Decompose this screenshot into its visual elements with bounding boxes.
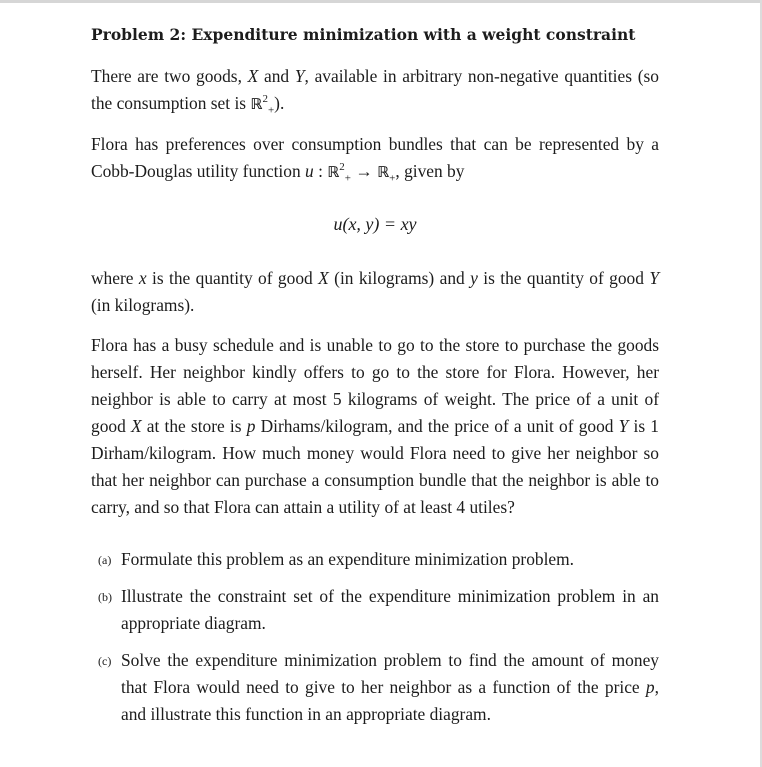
utility-equation: u(x, y) = xy bbox=[333, 214, 417, 234]
question-label: (c) bbox=[98, 654, 112, 668]
r2-plus-symbol: ℝ$^2_+$ bbox=[250, 93, 275, 117]
paragraph-preferences: Flora has preferences over consumption bundles that can be represented by a Cobb-Douglas utility function u : ℝ$^2_+$ → ℝ$_+$, given by bbox=[91, 134, 659, 185]
document-page bbox=[91, 24, 659, 738]
paragraph-scenario: Flora has a busy schedule and is unable to go to the store to purchase the goods herself. Her neighbor kindly offers to go to the store for Flora. However, her neighbor is able to carry at most 5 kilograms of weight. The price of a unit of good X at the store is p Dirhams/kilogram, and the price of a unit of good Y is 1 Dirham/kilogram. How much money would Flora need to give her neighbor so that her neighbor can purchase a consumption bundle that the neighbor is able to carry, and so that Flora can attain a utility of at least 4 utiles? bbox=[91, 335, 660, 517]
question-label: (b) bbox=[98, 590, 112, 604]
question-a: (a) Formulate this problem as an expenditure minimization problem. bbox=[91, 546, 659, 573]
question-c: (c) Solve the expenditure minimization problem to find the amount of money that Flora would need to give to her neighbor as a function of the price p, and illustrate this function in an appropriate diagram. bbox=[98, 650, 659, 724]
paragraph-goods: There are two goods, X and Y, available in arbitrary non-negative quantities (so the consumption set is ℝ$^2_+$). bbox=[91, 66, 659, 117]
top-border bbox=[0, 0, 762, 3]
codomain-symbol: ℝ$_+$ bbox=[377, 163, 396, 185]
question-b: (b) Illustrate the constraint set of the expenditure minimization problem in an appropriate diagram. bbox=[98, 586, 659, 633]
question-label: (a) bbox=[98, 553, 112, 567]
question-list bbox=[91, 546, 659, 728]
problem-title: Problem 2: Expenditure minimization with a weight constraint bbox=[91, 25, 636, 44]
paragraph-quantities: where x is the quantity of good X (in kilograms) and y is the quantity of good Y (in kilograms). bbox=[91, 268, 660, 315]
domain-symbol: ℝ$^2_+$ bbox=[327, 161, 352, 185]
